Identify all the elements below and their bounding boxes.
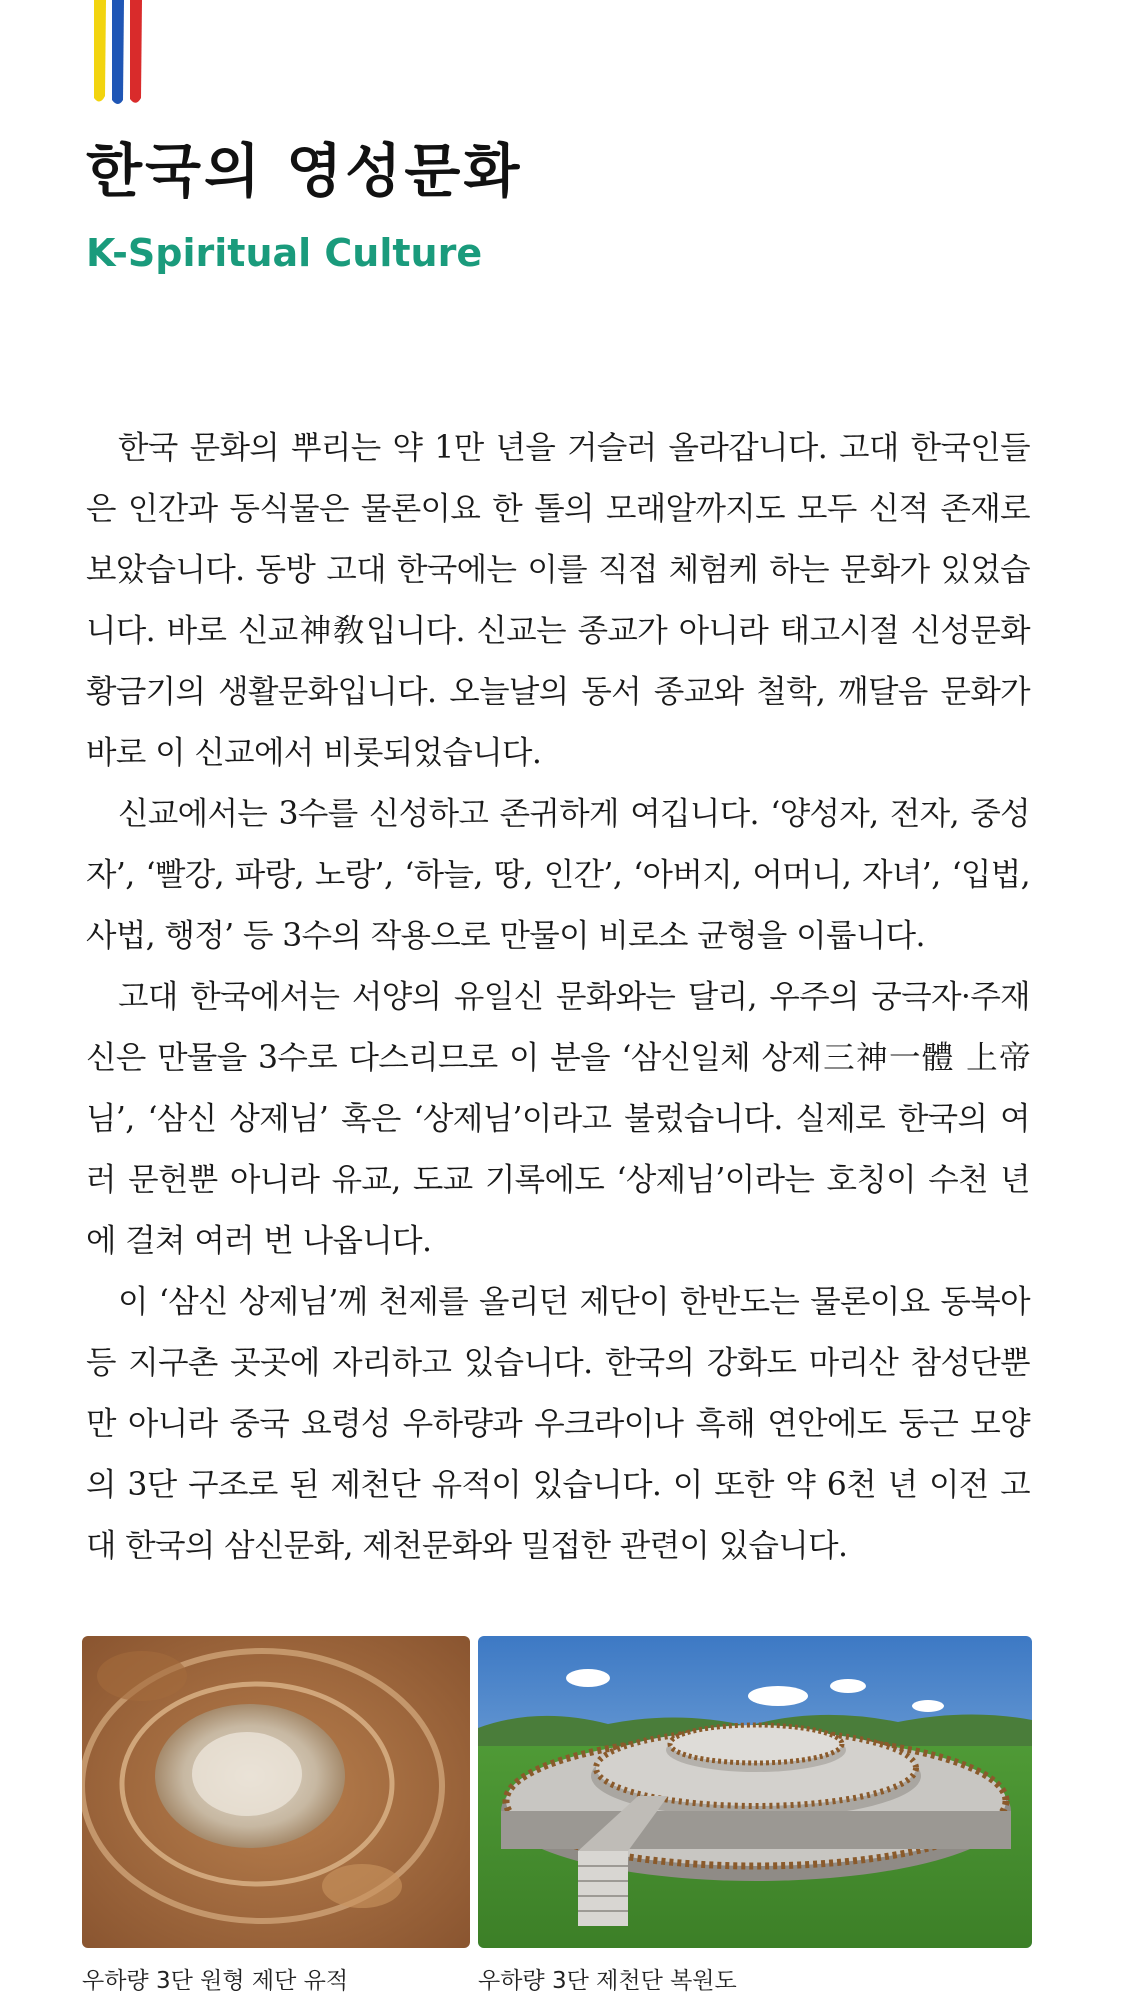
altar-reconstruction-illustration — [478, 1636, 1032, 1948]
figure-reconstruction — [478, 1636, 1032, 1995]
paragraph-1: 한국 문화의 뿌리는 약 1만 년을 거슬러 올라갑니다. 고대 한국인들은 인간과 동식물은 물론이요 한 톨의 모래알까지도 모두 신적 존재로 보았습니다. 동방 고대 한국에는 이를 직접 체험케 하는 문화가 있었습니다. 바로 신교神敎입니다. 신교는 종교가 아니라 태고시절 신성문화 황금기의 생활문화입니다. 오늘날의 동서 종교와 철학, 깨달음 문화가 바로 이 신교에서 비롯되었습니다. — [86, 430, 1030, 771]
figure-caption-2: 우하량 3단 제천단 복원도 — [478, 1968, 737, 1994]
altar-ruins-photo — [82, 1636, 470, 1948]
page-subtitle: K-Spiritual Culture — [86, 231, 483, 275]
paragraph-3: 고대 한국에서는 서양의 유일신 문화와는 달리, 우주의 궁극자·주재신은 만물을 3수로 다스리므로 이 분을 ‘삼신일체 상제三神一體 上帝님’, ‘삼신 상제님’ 혹은 ‘상제님’이라고 불렀습니다. 실제로 한국의 여러 문헌뿐 아니라 유교, 도교 기록에도 ‘상제님’이라는 호칭이 수천 년에 걸쳐 여러 번 나옵니다. — [86, 979, 1030, 1259]
paragraph-2: 신교에서는 3수를 신성하고 존귀하게 여깁니다. ‘양성자, 전자, 중성자’, ‘빨강, 파랑, 노랑’, ‘하늘, 땅, 인간’, ‘아버지, 어머니, 자녀’, ‘입법, 사법, 행정’ 등 3수의 작용으로 만물이 비로소 균형을 이룹니다. — [86, 796, 1030, 954]
paragraph-4: 이 ‘삼신 상제님’께 천제를 올리던 제단이 한반도는 물론이요 동북아 등 지구촌 곳곳에 자리하고 있습니다. 한국의 강화도 마리산 참성단뿐만 아니라 중국 요령성 우하량과 우크라이나 흑해 연안에도 둥근 모양의 3단 구조로 된 제천단 유적이 있습니다. 이 또한 약 6천 년 이전 고대 한국의 삼신문화, 제천문화와 밀접한 관련이 있습니다. — [86, 1284, 1030, 1564]
figure-excavation — [82, 1636, 470, 1995]
figure-row — [82, 1636, 1032, 1996]
tricolor-stripe-decoration — [88, 0, 148, 110]
page-title: 한국의 영성문화 — [86, 137, 523, 205]
figure-caption-1: 우하량 3단 원형 제단 유적 — [82, 1968, 349, 1994]
article-body — [86, 418, 1030, 1577]
